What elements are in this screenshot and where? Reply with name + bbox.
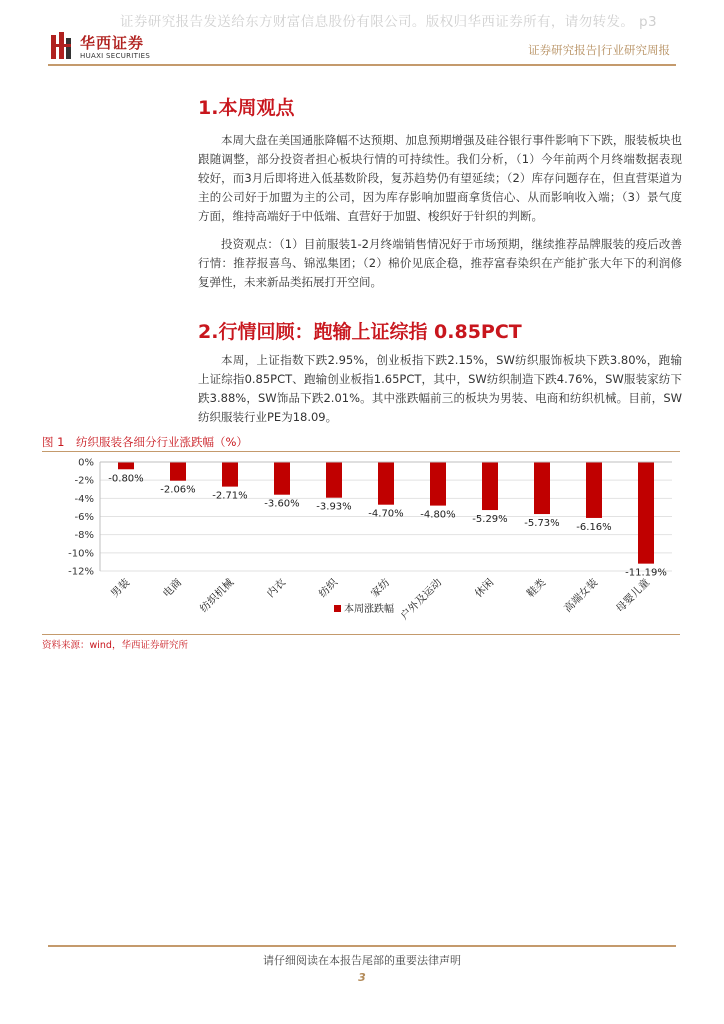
paragraph-market-review: 本周，上证指数下跌2.95%，创业板指下跌2.15%，SW纺织服饰板块下跌3.80%，跑输上证综指0.85PCT、跑输创业板指1.65PCT，其中，SW纺织制造下跌4.76%，SW服装家纺下跌3.88%，SW饰品下跌2.01%。其中涨跌幅前三的板块为男装、电商和纺织机械。目前，SW纺织服装行业PE为18.09。 — [198, 353, 682, 424]
y-tick-label: -8% — [74, 530, 94, 542]
category-label: 纺织 — [316, 576, 341, 600]
y-tick-label: -2% — [74, 475, 94, 487]
data-label: -6.16% — [576, 521, 612, 533]
category-label: 鞋类 — [524, 576, 549, 600]
company-logo — [50, 32, 160, 66]
category-label: 内衣 — [264, 576, 289, 600]
y-tick-label: 0% — [78, 457, 94, 469]
legal-notice: 请仔细阅读在本报告尾部的重要法律声明 — [263, 954, 461, 967]
bar — [482, 462, 498, 510]
bar — [638, 462, 654, 564]
section-title-views: 1.本周观点 — [198, 97, 295, 119]
data-label: -5.29% — [472, 514, 508, 526]
bar — [326, 462, 342, 498]
category-label: 男装 — [108, 576, 133, 600]
data-label: -0.80% — [108, 473, 144, 485]
category-label: 休闲 — [472, 576, 497, 600]
logo-text-cn: 华西证券 — [80, 34, 145, 52]
data-label: -3.93% — [316, 501, 352, 513]
data-label: -3.60% — [264, 498, 300, 510]
huaxi-logo-icon — [50, 32, 72, 60]
category-label: 母婴儿童 — [613, 576, 653, 615]
category-label: 家纺 — [368, 576, 393, 600]
data-label: -4.80% — [420, 509, 456, 521]
data-label: -5.73% — [524, 518, 560, 530]
bar — [118, 462, 134, 469]
paragraph-market-view: 本周大盘在美国通胀降幅不达预期、加息预期增强及硅谷银行事件影响下下跌，服装板块也跟随调整，部分投资者担心板块行情的可持续性。我们分析，（1）今年前两个月终端数据表现较好，而3月后即将进入低基数阶段，复苏趋势仍有望延续；（2）库存问题存在，但直营渠道为主的公司好于加盟为主的公司，因为库存影响加盟商拿货信心、从而影响收入端；（3）景气度方面，维持高端好于中低端、直营好于加盟、梭织好于针织的判断。 — [198, 133, 682, 223]
legend-label: 本周涨跌幅 — [344, 604, 394, 615]
y-tick-label: -4% — [74, 493, 94, 505]
legend-swatch — [334, 605, 341, 612]
bar-chart — [42, 452, 682, 632]
y-tick-label: -10% — [68, 548, 94, 560]
bar — [586, 462, 602, 518]
figure-source: 资料来源：wind，华西证券研究所 — [42, 640, 188, 651]
data-label: -2.06% — [160, 484, 196, 496]
watermark: 证券研究报告发送给东方财富信息股份有限公司。版权归华西证券所有，请勿转发。 p3 — [120, 14, 657, 30]
data-label: -4.70% — [368, 508, 404, 520]
figure-bottom-divider — [42, 634, 680, 635]
page-number: 3 — [358, 971, 366, 984]
category-label: 纺织机械 — [197, 576, 237, 615]
y-tick-label: -12% — [68, 566, 94, 578]
data-label: -2.71% — [212, 490, 248, 502]
category-label: 高端女装 — [561, 576, 601, 615]
data-label: -11.19% — [625, 567, 667, 579]
bar — [430, 462, 446, 506]
bar — [170, 462, 186, 481]
category-label: 户外及运动 — [398, 576, 445, 623]
footer-divider — [48, 945, 676, 947]
category-label: 电商 — [160, 576, 185, 600]
header-divider — [48, 64, 676, 66]
bar — [274, 462, 290, 495]
bar — [222, 462, 238, 487]
bar — [378, 462, 394, 505]
y-tick-label: -6% — [74, 512, 94, 523]
figure-title: 图 1 纺织服装各细分行业涨跌幅（%） — [42, 435, 248, 449]
bar — [534, 462, 550, 514]
logo-text-en: HUAXI SECURITIES — [80, 52, 151, 60]
report-type: 证券研究报告|行业研究周报 — [528, 43, 670, 57]
section-title-market-review: 2.行情回顾：跑输上证综指 0.85PCT — [198, 321, 522, 343]
paragraph-investment-view: 投资观点：（1）目前服装1-2月终端销售情况好于市场预期，继续推荐品牌服装的疫后改善行情：推荐报喜鸟、锦泓集团；（2）棉价见底企稳，推荐富春染织在产能扩张大年下的利润修复弹性，未来新品类拓展打开空间。 — [198, 237, 682, 289]
